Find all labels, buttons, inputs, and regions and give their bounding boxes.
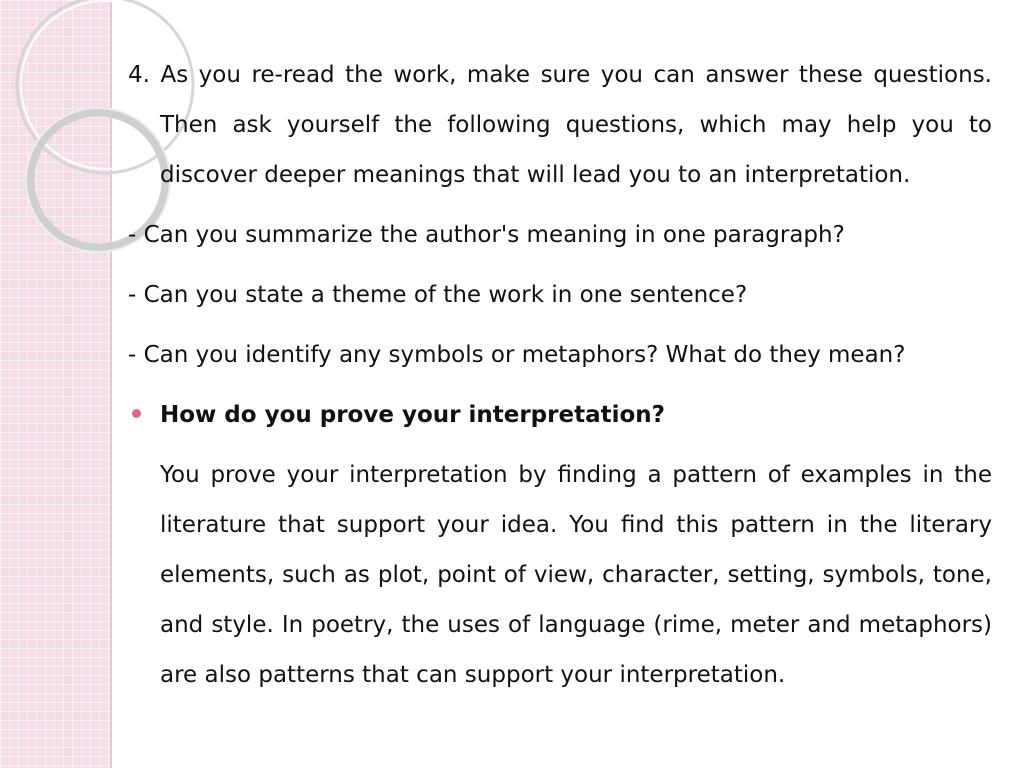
- question-summarize: - Can you summarize the author's meaning in one paragraph?: [128, 222, 845, 248]
- bullet-heading-row: [128, 390, 992, 440]
- slide-content: [128, 50, 992, 700]
- answer-paragraph: You prove your interpretation by finding a pattern of examples in the literature that support your idea. You find this pattern in the literary elements, such as plot, point of view, character, setting, symbols, tone, and style. In poetry, the uses of language (rime, meter and metaphors) are also patterns that can support your interpretation.: [160, 462, 992, 688]
- decorative-rings: [0, 0, 130, 260]
- numbered-paragraph: 4. As you re-read the work, make sure you can answer these questions. Then ask yourself the following questions, which may help you to discover deeper meanings that will lead you to an interpretation.: [128, 62, 992, 188]
- question-symbols: - Can you identify any symbols or metaphors? What do they mean?: [128, 342, 906, 368]
- bullet-dot-icon: [132, 409, 141, 418]
- question-theme: - Can you state a theme of the work in one sentence?: [128, 282, 748, 308]
- bullet-heading: How do you prove your interpretation?: [160, 402, 665, 428]
